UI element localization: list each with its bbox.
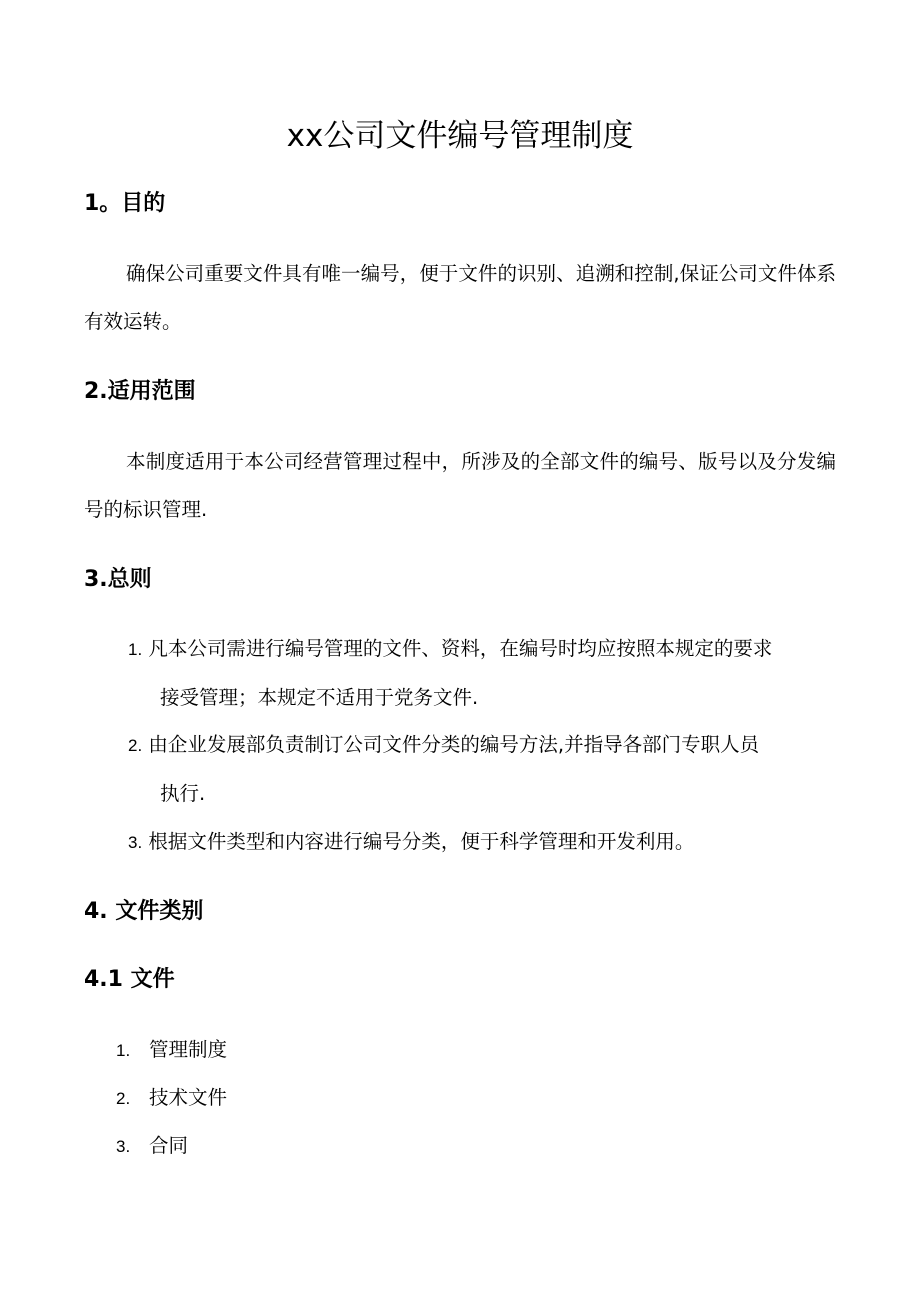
list-item-number: 3.	[116, 1137, 131, 1156]
list-item-label: 管理制度	[149, 1038, 228, 1061]
general-list-item	[128, 721, 836, 818]
list-item-number: 2.	[128, 736, 143, 755]
document-title: xx公司文件编号管理制度	[286, 118, 634, 154]
general-list-item	[128, 818, 836, 867]
category-list-item	[116, 1034, 227, 1067]
category-list-item	[116, 1082, 227, 1115]
section-heading-categories: 4. 文件类别	[84, 899, 204, 924]
section-text-purpose: 确保公司重要文件具有唯一编号，便于文件的识别、追溯和控制,保证公司文件体系有效运转。	[84, 262, 836, 333]
list-item-label: 合同	[149, 1134, 189, 1157]
list-item-number: 1.	[116, 1041, 131, 1060]
section-heading-purpose: 1。目的	[84, 191, 166, 216]
list-item-text: 根据文件类型和内容进行编号分类，便于科学管理和开发利用。	[148, 830, 695, 853]
general-list-item	[128, 625, 836, 722]
category-list-item	[116, 1130, 188, 1163]
subsection-heading-files: 4.1 文件	[84, 967, 175, 992]
list-item-number: 2.	[116, 1089, 131, 1108]
list-item-text: 由企业发展部负责制订公司文件分类的编号方法,并指导各部门专职人员	[148, 733, 760, 756]
list-item-continuation: 接受管理；本规定不适用于党务文件.	[160, 686, 479, 709]
section-heading-scope: 2.适用范围	[84, 379, 196, 404]
section-heading-general: 3.总则	[84, 567, 152, 592]
list-item-text: 凡本公司需进行编号管理的文件、资料，在编号时均应按照本规定的要求	[148, 637, 773, 660]
list-item-continuation: 执行.	[160, 782, 206, 805]
list-item-number: 3.	[128, 833, 143, 852]
section-text-scope: 本制度适用于本公司经营管理过程中，所涉及的全部文件的编号、版号以及分发编号的标识管理.	[84, 450, 836, 521]
list-item-number: 1.	[128, 640, 143, 659]
list-item-label: 技术文件	[149, 1086, 228, 1109]
